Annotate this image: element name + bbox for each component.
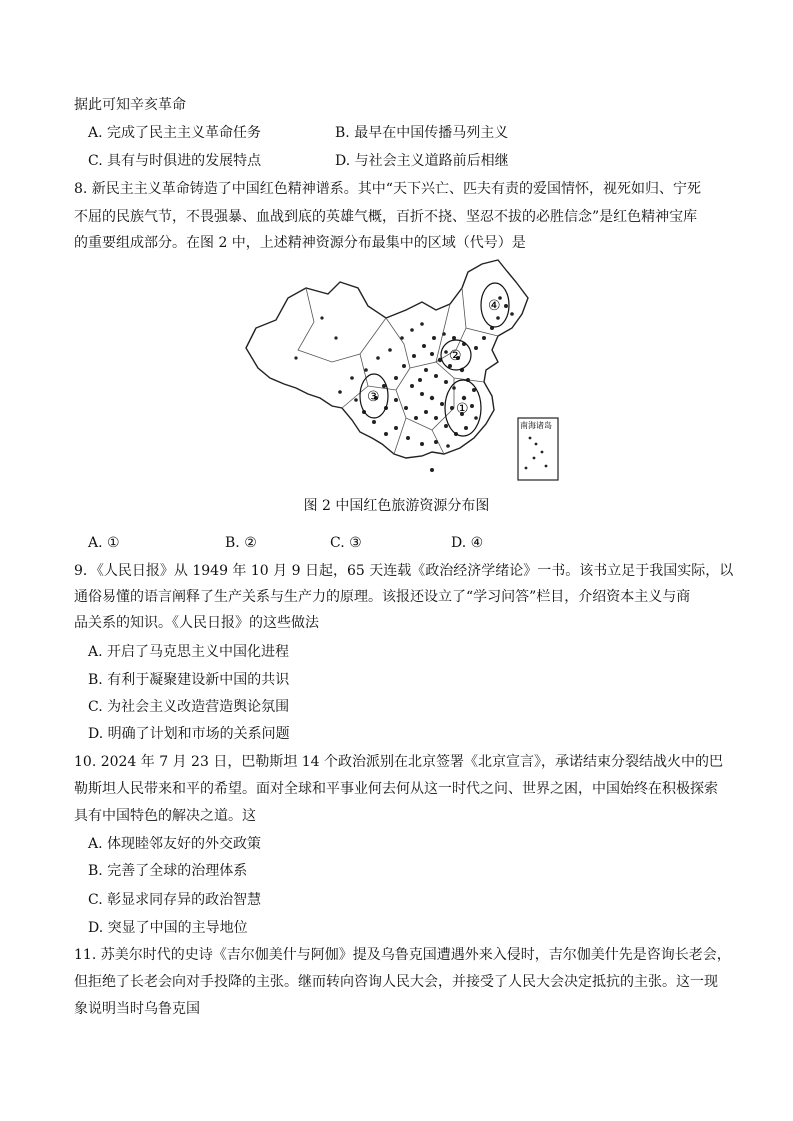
region-3-label: ③ xyxy=(367,389,380,405)
q9-stem-line2: 通俗易懂的语言阐释了生产关系与生产力的原理。该报还设立了“学习问答”栏目，介绍资本主义与商 xyxy=(74,589,691,605)
q10-option-a: A. 体现睦邻友好的外交政策 xyxy=(88,836,262,852)
q8-option-a: A. ① xyxy=(88,535,120,551)
q11-stem-line2: 但拒绝了长老会向对手投降的主张。继而转向咨询人民大会，并接受了人民大会决定抵抗的主张。这一现 xyxy=(74,974,718,990)
q9-option-c: C. 为社会主义改造营造舆论氛围 xyxy=(88,699,290,715)
q7-option-d: D. 与社会主义道路前后相继 xyxy=(335,153,509,169)
q10-option-c: C. 彰显求同存异的政治智慧 xyxy=(88,892,262,908)
figure-caption: 图 2 中国红色旅游资源分布图 xyxy=(303,498,490,514)
q7-option-b: B. 最早在中国传播马列主义 xyxy=(335,125,509,141)
q8-option-c: C. ③ xyxy=(330,535,362,551)
q7-option-a: A. 完成了民主主义革命任务 xyxy=(88,125,262,141)
q8-stem-line3: 的重要组成部分。在图 2 中，上述精神资源分布最集中的区域（代号）是 xyxy=(74,235,526,251)
q10-stem-line2: 勒斯坦人民带来和平的希望。面对全球和平事业何去何从这一时代之问、世界之困，中国始终在积极探索 xyxy=(74,781,718,797)
q10-option-d: D. 突显了中国的主导地位 xyxy=(88,920,248,936)
q8-option-d: D. ④ xyxy=(451,535,484,551)
q11-stem-line1: 11. 苏美尔时代的史诗《吉尔伽美什与阿伽》提及乌鲁克国遭遇外来入侵时，吉尔伽美什先是咨询长老会， xyxy=(74,947,731,963)
inset-label: 南海诸岛 xyxy=(520,421,552,430)
china-red-tourism-map xyxy=(236,258,560,484)
q10-stem-line1: 10. 2024 年 7 月 23 日，巴勒斯坦 14 个政治派别在北京签署《北京宣言》，承诺结束分裂结战火中的巴 xyxy=(74,754,724,770)
q9-option-d: D. 明确了计划和市场的关系问题 xyxy=(88,726,290,742)
q9-stem-line3: 品关系的知识。《人民日报》的这些做法 xyxy=(74,615,319,631)
q7-option-c: C. 具有与时俱进的发展特点 xyxy=(88,153,262,169)
mainland-outline xyxy=(246,260,528,458)
q8-stem-line1: 8. 新民主主义革命铸造了中国红色精神谱系。其中“天下兴亡、匹夫有责的爱国情怀，视死如归、宁死 xyxy=(74,181,701,197)
q7-stem-tail: 据此可知辛亥革命 xyxy=(74,97,186,113)
region-2-label: ② xyxy=(449,348,462,364)
q11-stem-line3: 象说明当时乌鲁克国 xyxy=(74,1001,200,1017)
region-1-label: ① xyxy=(456,401,469,417)
q9-option-b: B. 有利于凝聚建设新中国的共识 xyxy=(88,672,290,688)
q9-option-a: A. 开启了马克思主义中国化进程 xyxy=(88,644,290,660)
q10-stem-line3: 具有中国特色的解决之道。这 xyxy=(74,808,256,824)
china-map-figure xyxy=(236,258,560,484)
q8-option-b: B. ② xyxy=(225,535,257,551)
q8-stem-line2: 不屈的民族气节，不畏强暴、血战到底的英雄气概，百折不挠、坚忍不拔的必胜信念”是红色精神宝库 xyxy=(74,209,698,225)
q10-option-b: B. 完善了全球的治理体系 xyxy=(88,863,248,879)
region-4-label: ④ xyxy=(488,298,501,314)
q9-stem-line1: 9．《人民日报》从 1949 年 10 月 9 日起，65 天连载《政治经济学绪论》一书。该书立足于我国实际，以 xyxy=(74,563,734,579)
